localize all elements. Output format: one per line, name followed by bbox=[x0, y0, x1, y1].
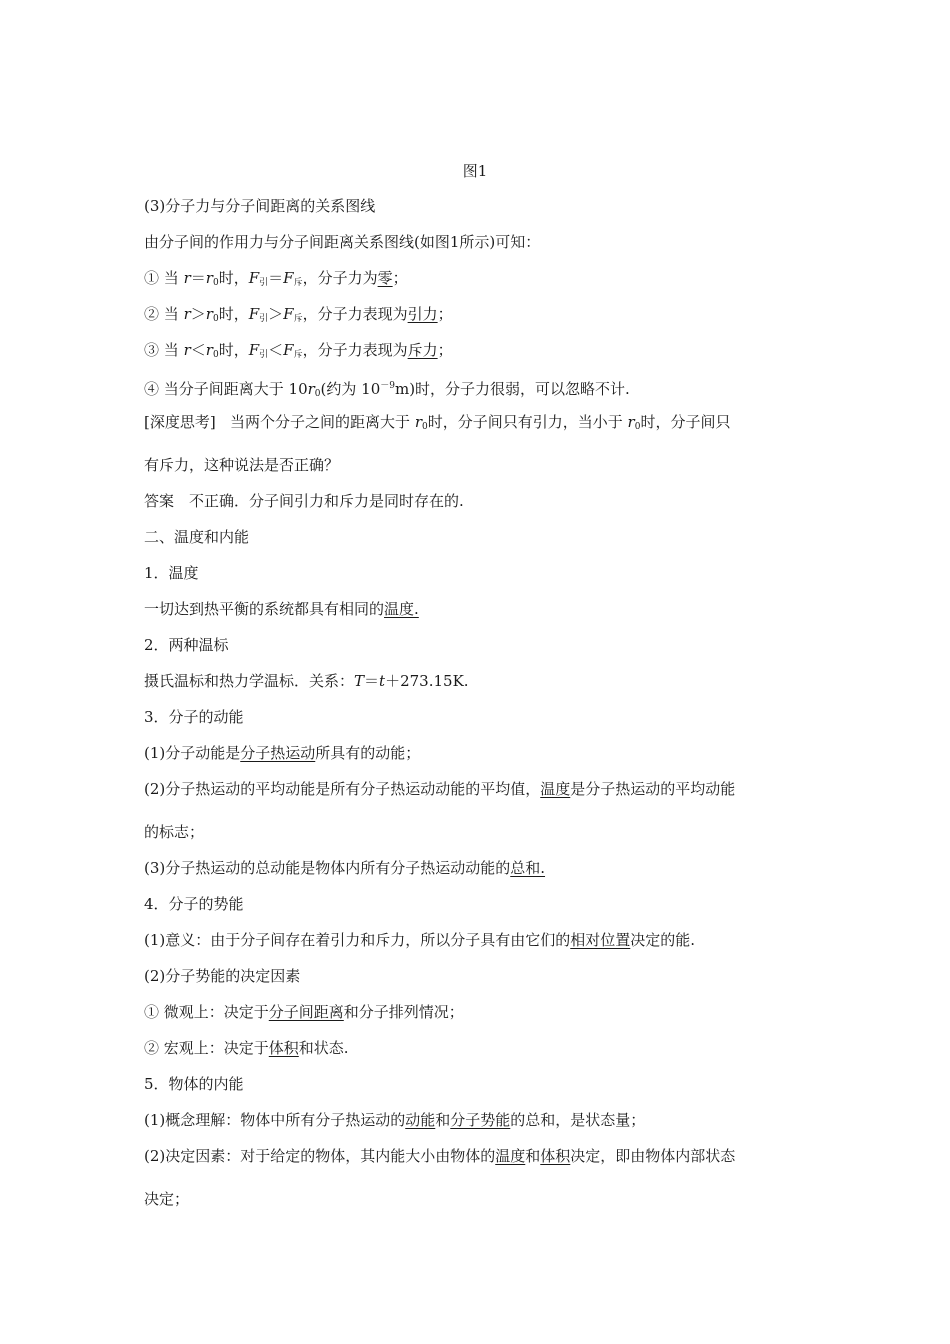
fill-blank: 动能 bbox=[405, 1111, 436, 1129]
paragraph: (3)分子热运动的总动能是物体内所有分子热运动动能的总和. bbox=[144, 859, 546, 877]
subsection-title: 4．分子的势能 bbox=[144, 895, 244, 913]
paragraph-cont: 的标志； bbox=[144, 823, 205, 841]
fill-blank: 体积 bbox=[540, 1147, 571, 1165]
paragraph: 一切达到热平衡的系统都具有相同的温度. bbox=[144, 600, 419, 618]
list-item: ② 当 $r>r_0$时，$F_引>F_斥$，分子力表现为引力； bbox=[144, 305, 453, 324]
paragraph: (1)概念理解：物体中所有分子热运动的动能和分子势能的总和，是状态量； bbox=[144, 1111, 646, 1129]
paragraph: (2)分子势能的决定因素 bbox=[144, 967, 301, 985]
subsection-title: 1．温度 bbox=[144, 564, 199, 582]
list-item: ④ 当分子间距离大于 $10r_0$(约为 $10^{-9}m$)时，分子力很弱，可以忽略不计. bbox=[144, 380, 630, 399]
fill-blank: 零 bbox=[377, 269, 393, 287]
subsection-title: 5．物体的内能 bbox=[144, 1075, 244, 1093]
fill-blank: 总和. bbox=[510, 859, 546, 877]
subsection-title: 2．两种温标 bbox=[144, 636, 229, 654]
document-body bbox=[144, 195, 814, 1224]
paragraph: (1)分子动能是分子热运动所具有的动能； bbox=[144, 744, 421, 762]
answer: 答案 不正确．分子间引力和斥力是同时存在的. bbox=[144, 492, 464, 510]
fill-blank: 斥力 bbox=[407, 341, 438, 359]
fill-blank: 分子热运动 bbox=[240, 744, 316, 762]
list-item: ① 微观上：决定于分子间距离和分子排列情况； bbox=[144, 1003, 464, 1021]
think-question-cont: 有斥力，这种说法是否正确？ bbox=[144, 456, 340, 474]
fill-blank: 温度 bbox=[540, 780, 571, 798]
subsection-title: 3．分子的动能 bbox=[144, 708, 244, 726]
paragraph: 摄氏温标和热力学温标．关系：T＝t＋273.15K. bbox=[144, 672, 469, 690]
figure-caption: 图1 bbox=[462, 162, 488, 180]
fill-blank: 温度 bbox=[495, 1147, 526, 1165]
fill-blank: 分子间距离 bbox=[268, 1003, 344, 1021]
paragraph: (2)决定因素：对于给定的物体，其内能大小由物体的温度和体积决定，即由物体内部状态 bbox=[144, 1147, 736, 1165]
list-item: ③ 当 $r<r_0$时，$F_引<F_斥$，分子力表现为斥力； bbox=[144, 341, 453, 360]
paragraph: 由分子间的作用力与分子间距离关系图线(如图1所示)可知： bbox=[144, 233, 541, 251]
paragraph-cont: 决定； bbox=[144, 1190, 190, 1208]
section-heading: (3)分子力与分子间距离的关系图线 bbox=[144, 197, 376, 215]
paragraph: (1)意义：由于分子间存在着引力和斥力，所以分子具有由它们的相对位置决定的能. bbox=[144, 931, 696, 949]
fill-blank: 分子势能 bbox=[450, 1111, 511, 1129]
fill-blank: 引力 bbox=[407, 305, 438, 323]
fill-blank: 温度. bbox=[384, 600, 419, 618]
fill-blank: 体积 bbox=[268, 1039, 299, 1057]
fill-blank: 相对位置 bbox=[570, 931, 631, 949]
part-heading: 二、温度和内能 bbox=[144, 528, 250, 546]
paragraph: (2)分子热运动的平均动能是所有分子热运动动能的平均值，温度是分子热运动的平均动能 bbox=[144, 780, 736, 798]
list-item: ① 当 $r=r_0$时，$F_引=F_斥$，分子力为零； bbox=[144, 269, 408, 288]
list-item: ② 宏观上：决定于体积和状态. bbox=[144, 1039, 349, 1057]
think-question: [深度思考] 当两个分子之间的距离大于 $r_0$时，分子间只有引力，当小于 $r_0$时，分子间只 bbox=[144, 413, 731, 432]
